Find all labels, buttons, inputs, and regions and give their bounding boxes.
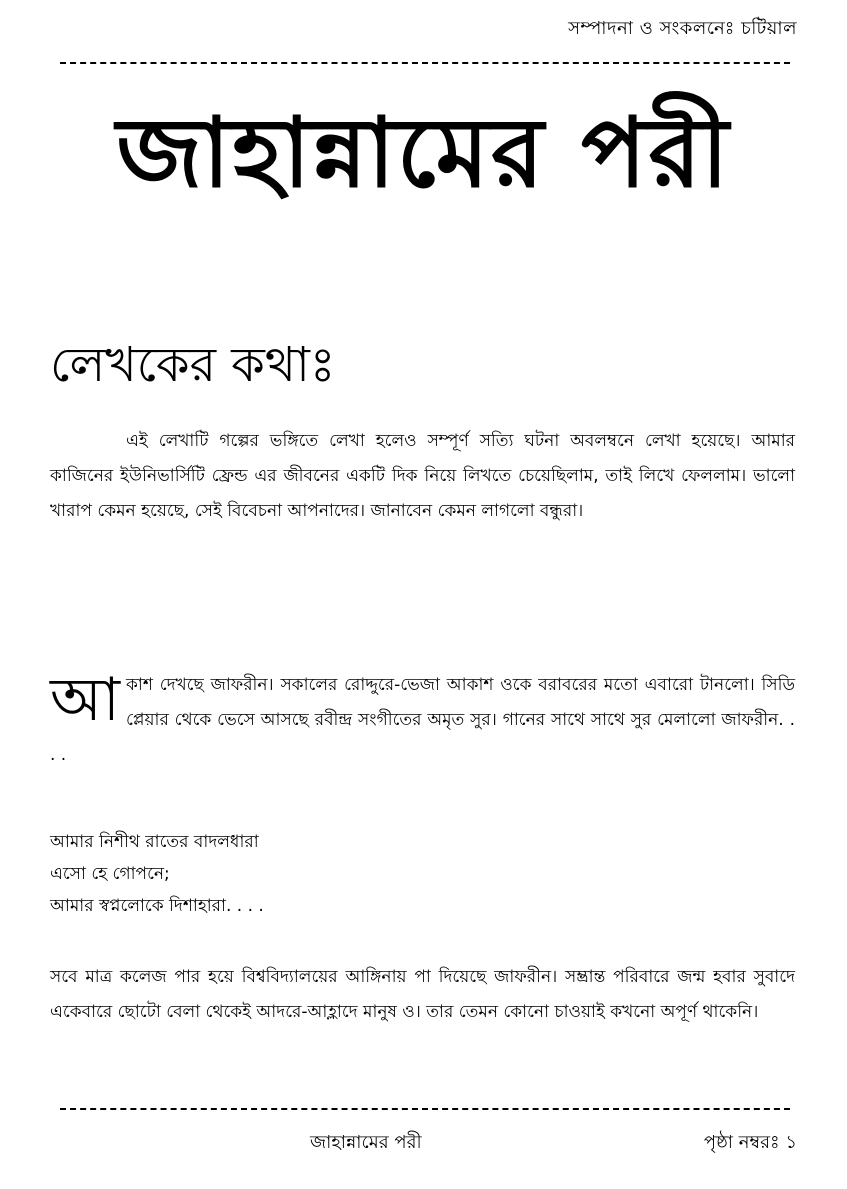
header-credit: সম্পাদনা ও সংকলনেঃ চটিয়াল	[568, 18, 797, 39]
poem-block	[50, 826, 264, 922]
story-opening	[50, 665, 795, 773]
footer-title: জাহান্নামের পরী	[310, 1132, 422, 1153]
page-number: পৃষ্ঠা নম্বরঃ ১	[703, 1132, 797, 1153]
story-paragraph-2: সবে মাত্র কলেজ পার হয়ে বিশ্ববিদ্যালয়ের আঙ্গিনায় পা দিয়েছে জাফরীন। সম্ভ্রান্ত পরিবারে জন্ম হবার সুবাদে একেবারে ছোটো বেলা থেকেই আদরে-আহ্লাদে মানুষ ও। তার তেমন কোনো চাওয়াই কখনো অপূর্ণ থাকেনি।	[50, 967, 795, 1022]
preface-body	[50, 424, 795, 529]
book-title: জাহান্নামের পরী	[116, 97, 731, 209]
drop-cap: আ	[50, 665, 120, 735]
poem-line: আমার স্বপ্নলোকে দিশাহারা. . . .	[50, 896, 264, 916]
poem-line: আমার নিশীথ রাতের বাদলধারা	[50, 832, 259, 852]
header-divider	[60, 62, 790, 64]
footer-divider	[60, 1108, 790, 1110]
preface-heading: লেখকের কথাঃ	[50, 337, 336, 393]
story-paragraph-1: কাশ দেখছে জাফরীন। সকালের রোদ্দুরে-ভেজা আকাশ ওকে বরাবরের মতো এবারো টানলো। সিডি প্লেয়ার থেকে ভেসে আসছে রবীন্দ্র সংগীতের অমৃত সুর। গানের সাথে সাথে সুর মেলালো জাফরীন. . . .	[50, 675, 795, 765]
preface-text: এই লেখাটি গল্পের ভঙ্গিতে লেখা হলেও সম্পূর্ণ সত্যি ঘটনা অবলম্বনে লেখা হয়েছে। আমার কাজিনের ইউনিভার্সিটি ফ্রেন্ড এর জীবনের একটি দিক নিয়ে লিখতে চেয়েছিলাম, তাই লিখে ফেললাম। ভালো খারাপ কেমন হয়েছে, সেই বিবেচনা আপনাদের। জানাবেন কেমন লাগলো বন্ধুরা।	[50, 431, 795, 521]
poem-line: এসো হে গোপনে;	[50, 864, 170, 884]
